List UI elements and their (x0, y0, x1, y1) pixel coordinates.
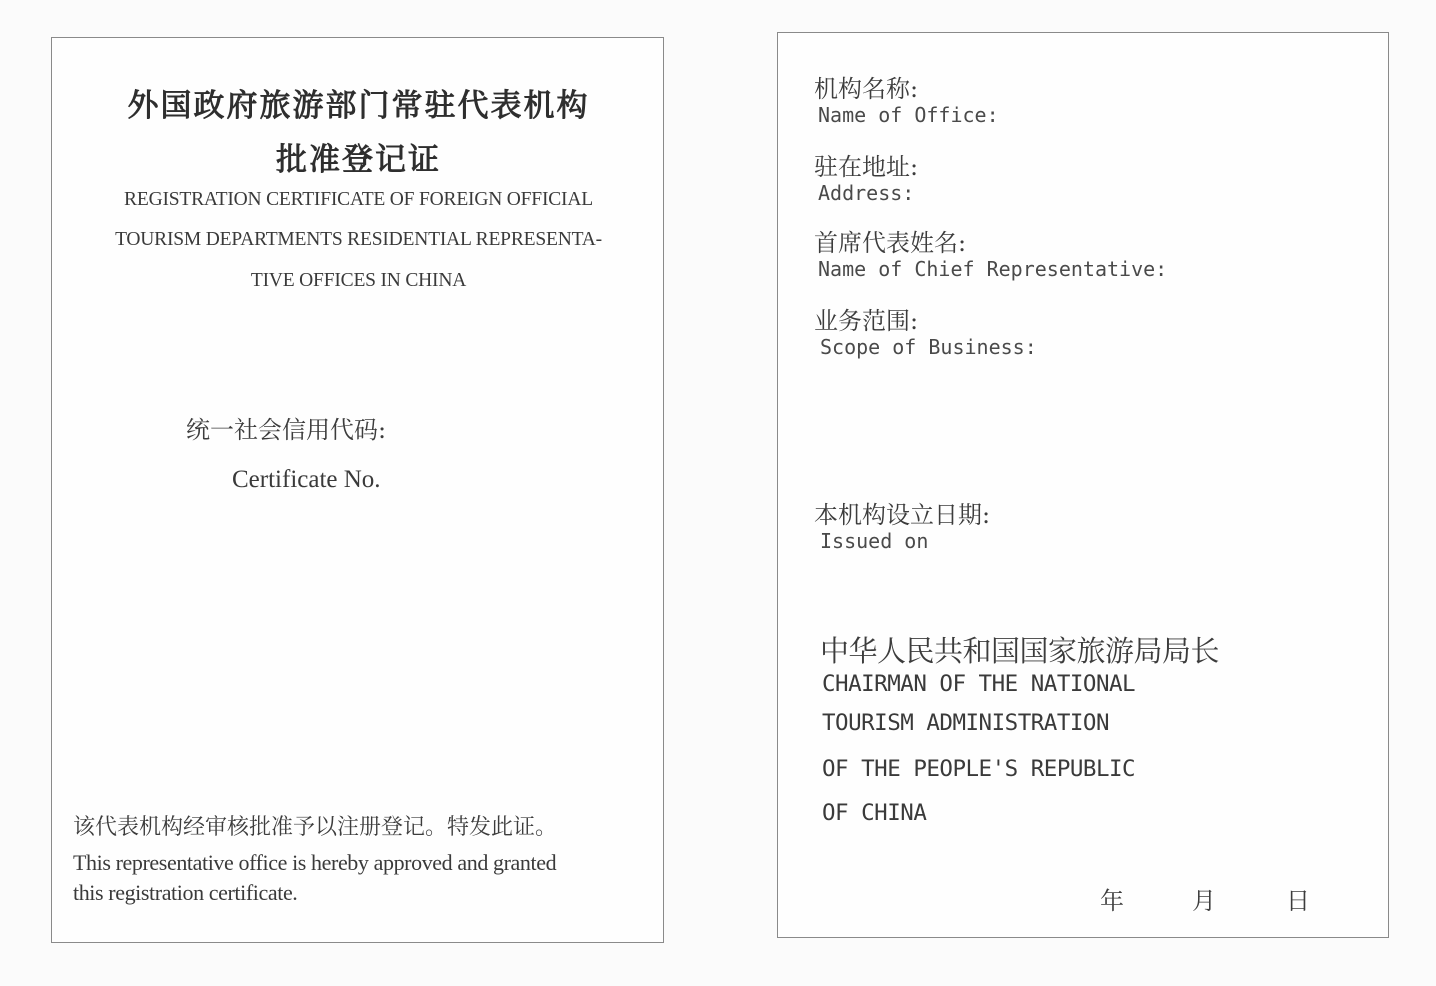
credit-code-label-cn: 统一社会信用代码: (186, 416, 387, 444)
title-en-line2: TOURISM DEPARTMENTS RESIDENTIAL REPRESENTA- (115, 229, 602, 250)
date-year-label: 年 (1100, 887, 1124, 915)
date-day-label: 日 (1286, 887, 1310, 915)
certificate-no-label-en: Certificate No. (232, 466, 381, 493)
approval-text-en-line2: this registration certificate. (73, 880, 298, 905)
established-date-label-cn: 本机构设立日期: (814, 501, 991, 529)
approval-text-cn: 该代表机构经审核批准予以注册登记。特发此证。 (73, 815, 558, 840)
address-label-cn: 驻在地址: (814, 153, 919, 181)
office-name-label-en: Name of Office: (818, 103, 999, 127)
date-month-label: 月 (1192, 887, 1216, 915)
scope-label-cn: 业务范围: (814, 307, 919, 335)
title-cn-line2: 批准登记证 (276, 142, 441, 178)
chairman-title-cn: 中华人民共和国国家旅游局局长 (820, 634, 1220, 668)
chief-rep-label-cn: 首席代表姓名: (814, 229, 967, 257)
address-label-en: Address: (818, 181, 915, 205)
chairman-title-en-line2: TOURISM ADMINISTRATION (822, 710, 1110, 736)
scope-label-en: Scope of Business: (820, 335, 1037, 359)
certificate-right-page (777, 32, 1389, 938)
issued-on-label-en: Issued on (820, 529, 929, 553)
certificate-left-page (51, 37, 664, 943)
title-cn-line1: 外国政府旅游部门常驻代表机构 (127, 88, 590, 124)
title-en-line1: REGISTRATION CERTIFICATE OF FOREIGN OFFICIAL (124, 189, 593, 210)
chief-rep-label-en: Name of Chief Representative: (818, 257, 1168, 281)
office-name-label-cn: 机构名称: (814, 75, 919, 103)
chairman-title-en-line3: OF THE PEOPLE'S REPUBLIC (822, 756, 1136, 782)
approval-text-en-line1: This representative office is hereby approved and granted (73, 850, 557, 875)
chairman-title-en-line1: CHAIRMAN OF THE NATIONAL (822, 671, 1136, 697)
chairman-title-en-line4: OF CHINA (822, 800, 927, 826)
title-en-line3: TIVE OFFICES IN CHINA (250, 270, 467, 291)
